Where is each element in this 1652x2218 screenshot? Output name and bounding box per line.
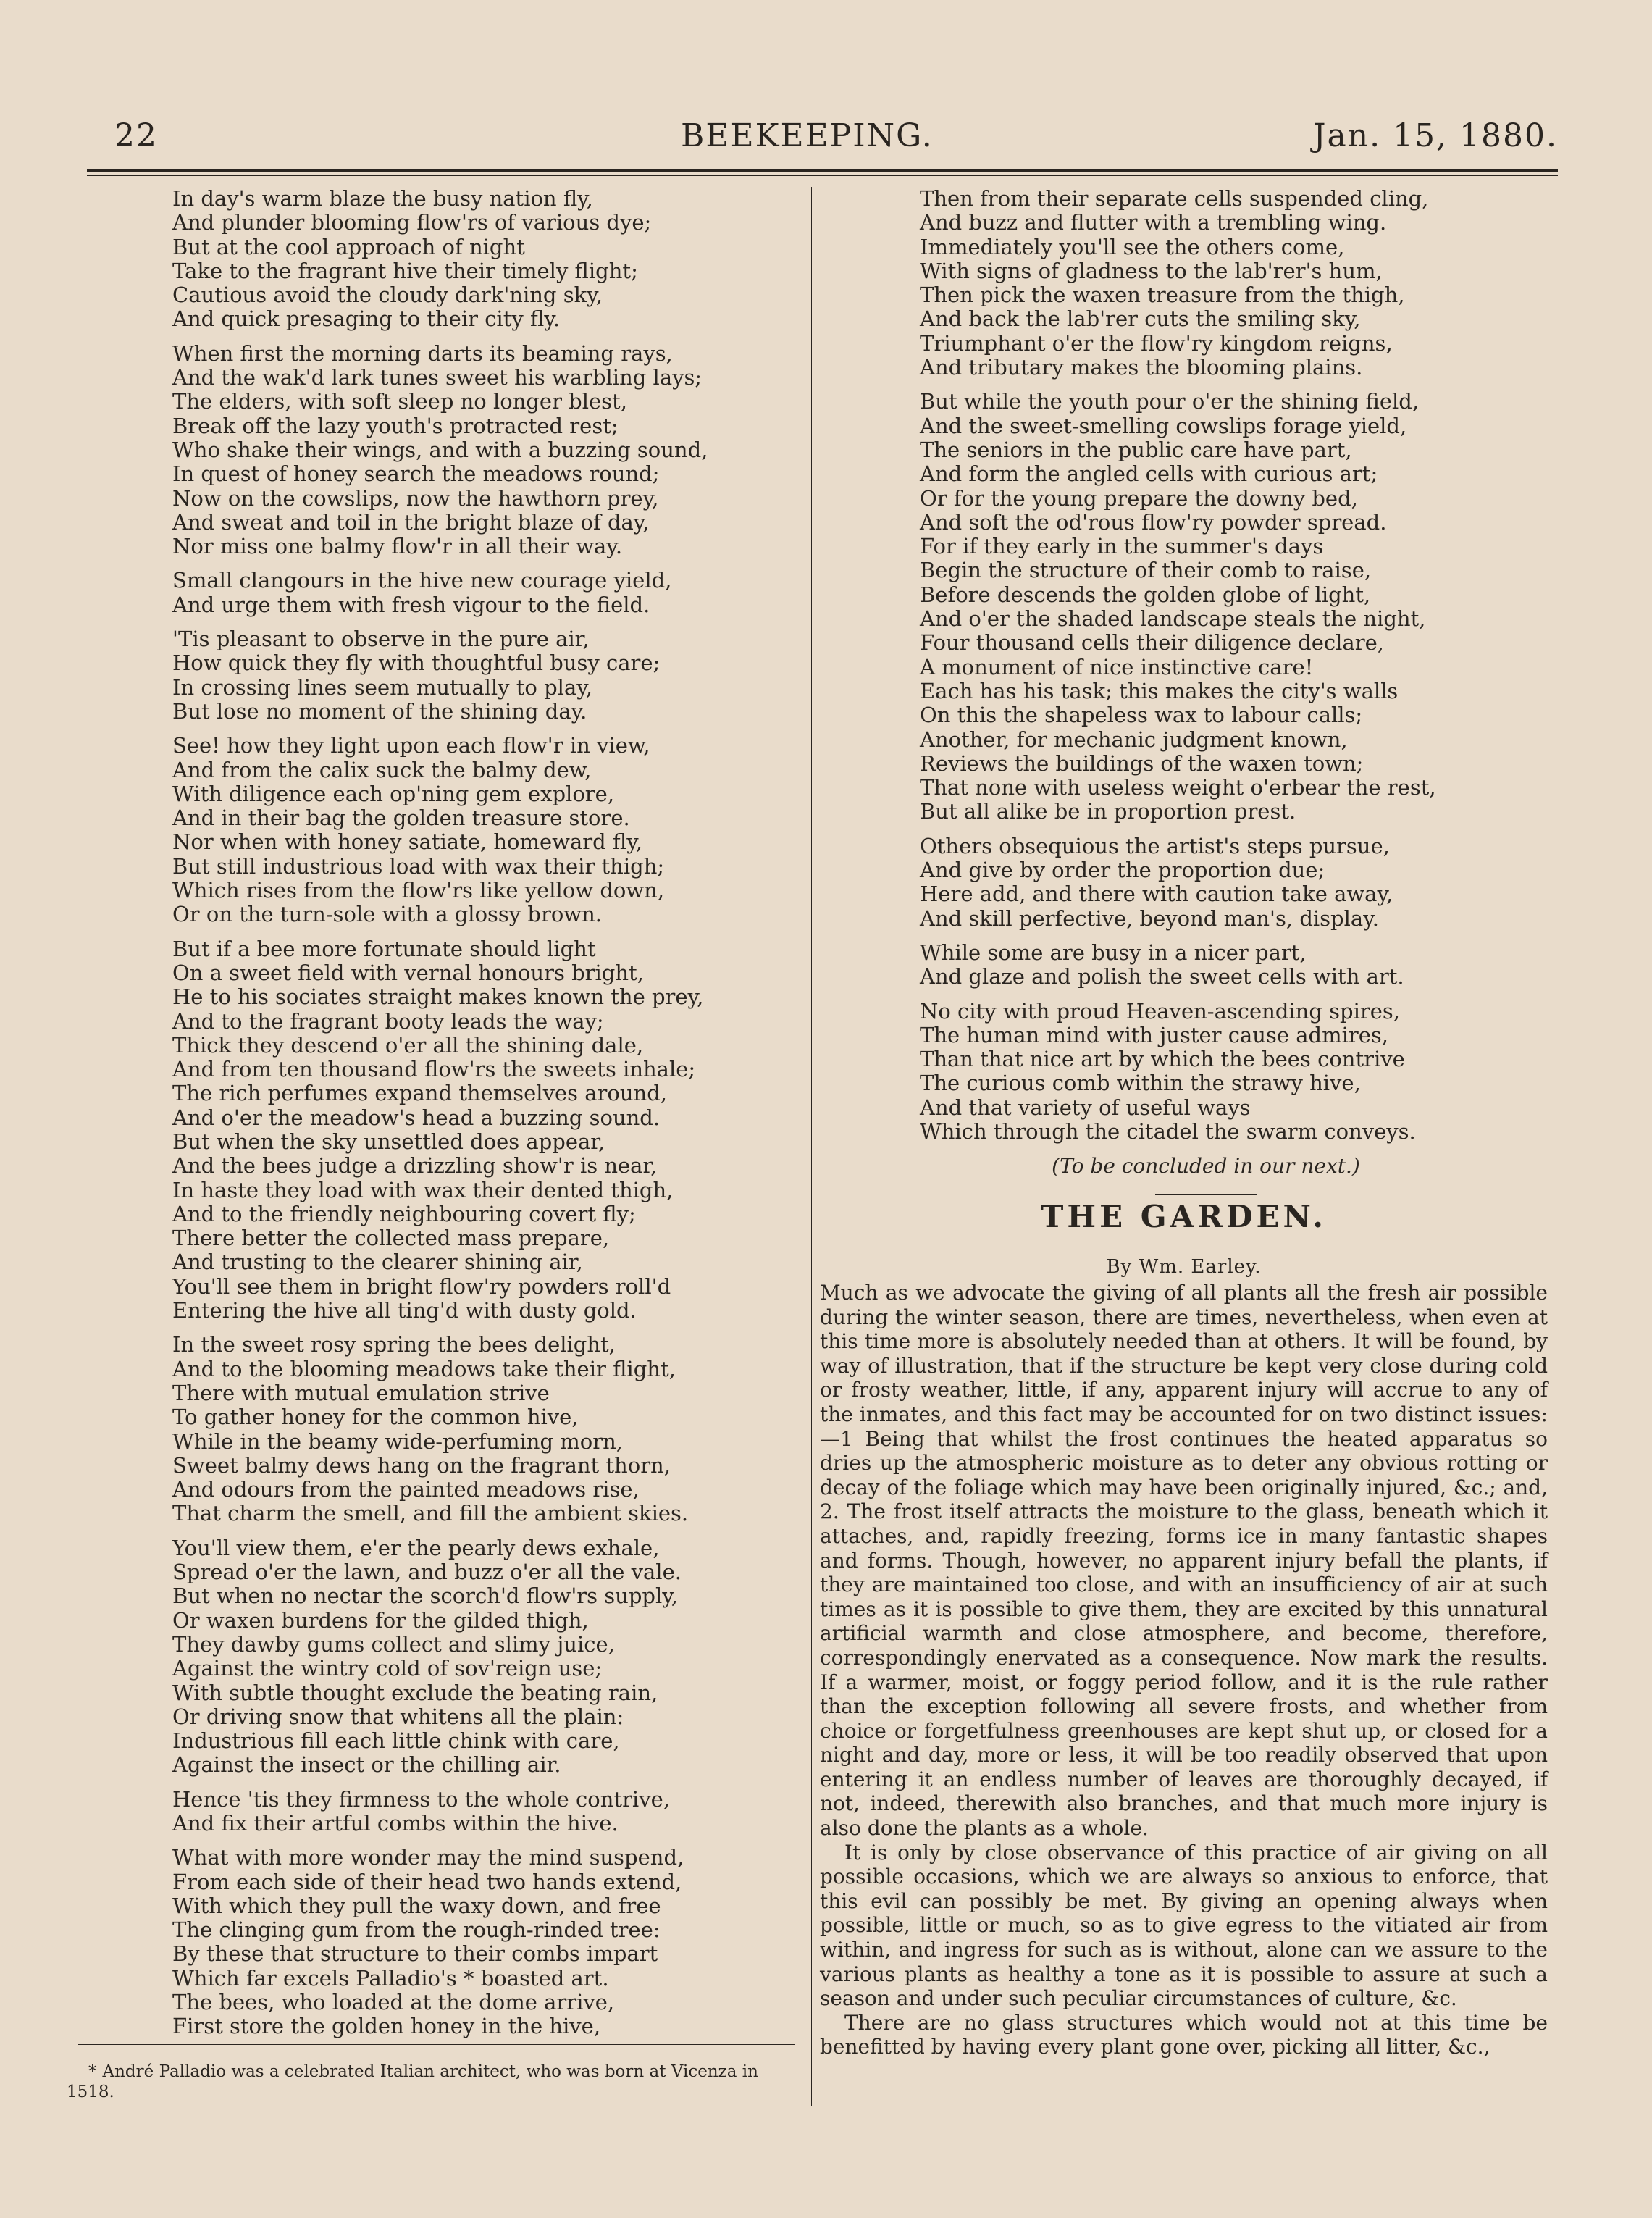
poem-line: On a sweet field with vernal honours bright, <box>172 960 644 985</box>
poem-line: Cautious avoid the cloudy dark'ning sky, <box>172 283 603 308</box>
poem-line: Then from their separate cells suspended cling, <box>920 186 1429 211</box>
poem-line: There with mutual emulation strive <box>172 1380 550 1405</box>
poem-line: He to his sociates straight makes known the prey, <box>172 984 704 1010</box>
poem-left-column <box>172 187 802 2049</box>
poem-line: Break off the lazy youth's protracted rest; <box>172 413 619 438</box>
poem-line: What with more wonder may the mind suspend, <box>172 1845 684 1870</box>
poem-line: The curious comb within the strawy hive, <box>920 1071 1361 1096</box>
garden-paragraph: There are no glass structures which would not at this time be benefitted by having every plant gone over, picking all litter, &c., <box>820 2010 1548 2059</box>
poem-line: Than that nice art by which the bees contrive <box>920 1047 1405 1072</box>
poem-stanza <box>920 941 1535 989</box>
poem-line: Or waxen burdens for the gilded thigh, <box>172 1607 589 1633</box>
poem-line: The human mind with juster cause admires, <box>920 1022 1388 1047</box>
poem-line: But still industrious load with wax their thigh; <box>172 853 665 879</box>
poem-line: A monument of nice instinctive care! <box>920 654 1314 679</box>
poem-line: When first the morning darts its beaming rays, <box>172 340 673 366</box>
poem-line: While in the beamy wide-perfuming morn, <box>172 1428 623 1454</box>
poem-stanza <box>172 187 802 332</box>
poem-line: In the sweet rosy spring the bees delight, <box>172 1332 616 1357</box>
poem-line: See! how they light upon each flow'r in view, <box>172 733 650 758</box>
poem-line: Take to the fragrant hive their timely flight; <box>172 258 638 283</box>
poem-line: The seniors in the public care have part, <box>920 437 1352 462</box>
poem-line: And the bees judge a drizzling show'r is near, <box>172 1153 658 1179</box>
poem-line: But if a bee more fortunate should light <box>172 936 596 961</box>
poem-line: Which rises from the flow'rs like yellow down, <box>172 878 665 903</box>
poem-line: And plunder blooming flow'rs of various dye; <box>172 210 652 235</box>
poem-line: And form the angled cells with curious art; <box>920 461 1378 487</box>
poem-line: Which far excels Palladio's * boasted art. <box>172 1965 609 1991</box>
poem-line: Hence 'tis they firmness to the whole contrive, <box>172 1786 670 1812</box>
poem-line: In day's warm blaze the busy nation fly, <box>172 186 593 211</box>
poem-line: Each has his task; this makes the city's walls <box>920 678 1399 703</box>
poem-line: To gather honey for the common hive, <box>172 1405 579 1430</box>
poem-line: Triumphant o'er the flow'ry kingdom reigns, <box>920 330 1393 356</box>
poem-stanza <box>172 342 802 559</box>
garden-title: THE GARDEN. <box>1041 1199 1327 1234</box>
poem-line: And trusting to the clearer shining air, <box>172 1250 583 1275</box>
poem-line: But lose no moment of the shining day. <box>172 698 587 724</box>
poem-line: But while the youth pour o'er the shining field, <box>920 389 1420 414</box>
poem-line: In quest of honey search the meadows round; <box>172 461 660 487</box>
poem-stanza <box>172 937 802 1323</box>
poem-line: You'll view them, e'er the pearly dews exhale, <box>172 1535 660 1560</box>
poem-line: With subtle thought exclude the beating rain, <box>172 1680 658 1705</box>
poem-line: With diligence each op'ning gem explore, <box>172 781 615 806</box>
poem-line: And to the blooming meadows take their flight, <box>172 1356 676 1381</box>
poem-line: And fix their artful combs within the hive. <box>172 1811 619 1836</box>
poem-stanza <box>172 734 802 926</box>
poem-line: Reviews the buildings of the waxen town; <box>920 750 1364 776</box>
garden-body <box>820 1281 1548 2059</box>
poem-line: The rich perfumes expand themselves around, <box>172 1081 667 1106</box>
poem-line: Now on the cowslips, now the hawthorn prey, <box>172 485 659 511</box>
poem-line: Which through the citadel the swarm conveys. <box>920 1118 1416 1144</box>
poem-line: Against the wintry cold of sov'reign use; <box>172 1656 603 1681</box>
poem-line: Begin the structure of their comb to raise, <box>920 558 1372 583</box>
poem-line: First store the golden honey in the hive, <box>172 2014 601 2039</box>
continued-note: (To be concluded in our next.) <box>1052 1154 1360 1179</box>
poem-line: And tributary makes the blooming plains. <box>920 355 1363 380</box>
poem-line: And the wak'd lark tunes sweet his warbling lays; <box>172 365 703 390</box>
issue-date: Jan. 15, 1880. <box>1312 117 1558 154</box>
poem-line: But at the cool approach of night <box>172 234 525 259</box>
poem-line: Immediately you'll see the others come, <box>920 234 1345 259</box>
poem-line: Thick they descend o'er all the shining dale, <box>172 1032 644 1058</box>
poem-line: And o'er the shaded landscape steals the night, <box>920 606 1426 632</box>
poem-line: Against the insect or the chilling air. <box>172 1752 561 1778</box>
poem-line: Others obsequious the artist's steps pursue, <box>920 833 1390 858</box>
poem-line: You'll see them in bright flow'ry powders roll'd <box>172 1273 671 1299</box>
footnote-rule <box>78 2044 795 2045</box>
garden-paragraph: It is only by close observance of this practice of air giving on all possible occasions, which we are always so anxious to enforce, that this evil can possibly be met. By giving an opening always when possible, little or much, so as to give egress to the vitiated air from within, and ingress for such as is without, alone can we assure to the various plants as healthy a tone as it is possible to assure at such a season and under such peculiar circumstances of culture, &c. <box>820 1840 1548 2011</box>
poem-line: From each side of their head two hands extend, <box>172 1869 682 1894</box>
poem-line: Small clangours in the hive new courage yield, <box>172 568 672 593</box>
poem-line: And back the lab'rer cuts the smiling sky, <box>920 306 1361 332</box>
poem-line: Here add, and there with caution take away, <box>920 882 1393 907</box>
poem-line: The elders, with soft sleep no longer blest, <box>172 389 627 414</box>
garden-article <box>820 1199 1548 2059</box>
poem-line: And the sweet-smelling cowslips forage yield, <box>920 413 1407 438</box>
poem-line: The bees, who loaded at the dome arrive, <box>172 1990 615 2015</box>
poem-line: And odours from the painted meadows rise, <box>172 1477 640 1502</box>
poem-stanza <box>172 1333 802 1526</box>
poem-line: Industrious fill each little chink with care, <box>172 1728 620 1754</box>
poem-line: In haste they load with wax their dented thigh, <box>172 1177 674 1202</box>
poem-line: And from the calix suck the balmy dew, <box>172 757 592 782</box>
poem-line: And buzz and flutter with a trembling wing. <box>920 210 1387 235</box>
poem-line: With signs of gladness to the lab'rer's hum, <box>920 258 1383 283</box>
poem-line: And soft the od'rous flow'ry powder spread. <box>920 509 1387 535</box>
poem-line: Then pick the waxen treasure from the thigh, <box>920 283 1405 308</box>
poem-line: No city with proud Heaven-ascending spires, <box>920 998 1400 1024</box>
poem-line: Before descends the golden globe of light, <box>920 582 1371 607</box>
poem-line: Who shake their wings, and with a buzzing sound, <box>172 437 708 462</box>
poem-stanza <box>172 569 802 617</box>
poem-right-stanzas <box>920 187 1535 1144</box>
poem-stanza <box>172 1788 802 1836</box>
poem-line: Four thousand cells their diligence declare, <box>920 630 1384 656</box>
footnote-mark: * <box>88 2062 97 2081</box>
poem-stanza <box>920 187 1535 380</box>
poem-line: 'Tis pleasant to observe in the pure air, <box>172 627 590 652</box>
poem-stanza <box>920 390 1535 824</box>
poem-line: And glaze and polish the sweet cells with art. <box>920 964 1404 989</box>
poem-line: And to the friendly neighbouring covert fly; <box>172 1201 636 1226</box>
poem-line: By these that structure to their combs impart <box>172 1941 658 1967</box>
poem-line: While some are busy in a nicer part, <box>920 939 1307 965</box>
poem-line: There better the collected mass prepare, <box>172 1226 610 1251</box>
poem-line: But when no nectar the scorch'd flow'rs supply, <box>172 1583 678 1609</box>
poem-line: Entering the hive all ting'd with dusty gold. <box>172 1298 637 1323</box>
poem-line: Nor miss one balmy flow'r in all their way. <box>172 534 623 559</box>
header-rule-thin <box>87 175 1558 176</box>
poem-line: How quick they fly with thoughtful busy care; <box>172 650 661 676</box>
footnote-text: André Palladio was a celebrated Italian architect, who was born at Vicenza in 1518. <box>67 2062 758 2101</box>
poem-line: Another, for mechanic judgment known, <box>920 727 1348 752</box>
poem-line: That none with useless weight o'erbear the rest, <box>920 775 1436 800</box>
poem-stanza <box>920 1000 1535 1144</box>
poem-line: Or driving snow that whitens all the plain: <box>172 1704 624 1729</box>
poem-line: And o'er the meadow's head a buzzing sound. <box>172 1105 661 1130</box>
poem-line: And skill perfective, beyond man's, display. <box>920 905 1379 931</box>
poem-stanza <box>172 627 802 724</box>
garden-byline: By Wm. Earley. <box>1106 1256 1262 1278</box>
header-rule-thick <box>87 169 1558 172</box>
poem-right-column <box>920 187 1535 1195</box>
poem-line: On this the shapeless wax to labour calls; <box>920 703 1363 728</box>
poem-line: And in their bag the golden treasure store. <box>172 805 630 831</box>
poem-line: Sweet balmy dews hang on the fragrant thorn, <box>172 1452 671 1478</box>
poem-line: For if they early in the summer's days <box>920 534 1324 559</box>
poem-stanza <box>172 1536 802 1778</box>
footnote <box>67 2062 809 2102</box>
poem-line: And sweat and toil in the bright blaze of day, <box>172 509 650 535</box>
poem-stanza <box>172 1846 802 2038</box>
poem-line: And quick presaging to their city fly. <box>172 306 561 332</box>
poem-line: They dawby gums collect and slimy juice, <box>172 1631 615 1657</box>
poem-line: But when the sky unsettled does appear, <box>172 1129 605 1154</box>
poem-line: But all alike be in proportion prest. <box>920 799 1296 824</box>
poem-line: That charm the smell, and fill the ambient skies. <box>172 1501 689 1526</box>
poem-line: Nor when with honey satiate, homeward fly, <box>172 829 642 855</box>
poem-line: Or for the young prepare the downy bed, <box>920 485 1358 511</box>
poem-line: With which they pull the waxy down, and free <box>172 1893 661 1918</box>
column-divider <box>811 187 812 2106</box>
poem-line: And urge them with fresh vigour to the field. <box>172 592 650 617</box>
poem-line: And that variety of useful ways <box>920 1095 1251 1120</box>
page-title: BEEKEEPING. <box>681 117 934 154</box>
poem-line: And from ten thousand flow'rs the sweets inhale; <box>172 1057 696 1082</box>
poem-line: Or on the turn-sole with a glossy brown. <box>172 902 603 927</box>
section-divider <box>1155 1194 1257 1195</box>
poem-line: The clinging gum from the rough-rinded tree: <box>172 1917 661 1943</box>
garden-paragraph: Much as we advocate the giving of all plants all the fresh air possible during the winter season, there are times, nevertheless, when even at this time more is absolutely needed than at others. It will be found, by way of illustration, that if the structure be kept very close during cold or frosty weather, little, if any, apparent injury will accrue to any of the inmates, and this fact may be accounted for on two distinct issues:—1 Being that whilst the frost continues the heated apparatus so dries up the atmospheric moisture as to deter any obvious rotting or decay of the foliage which may have been originally injured, &c.; and, 2. The frost itself attracts the moisture to the glass, beneath which it attaches, and, rapidly freezing, forms ice in many fantastic shapes and forms. Though, however, no apparent injury befall the plants, if they are maintained too close, and with an insufficiency of air at such times as it is possible to give them, they are excited by this unnatural artificial warmth and close atmosphere, and become, therefore, correspondingly enervated as a consequence. Now mark the results. If a warmer, moist, or foggy period follow, and it is the rule rather than the exception following all severe frosts, and whether from choice or forgetfulness greenhouses are kept shut up, or closed for a night and day, more or less, it will be too readily observed that upon entering it an endless number of leaves are thoroughly decayed, if not, indeed, therewith also branches, and that much more injury is also done the plants as a whole. <box>820 1281 1548 1841</box>
page-number: 22 <box>114 117 158 154</box>
poem-line: In crossing lines seem mutually to play, <box>172 674 592 700</box>
poem-stanza <box>920 834 1535 931</box>
page-header <box>87 117 1558 168</box>
poem-line: And give by order the proportion due; <box>920 858 1325 883</box>
poem-line: Spread o'er the lawn, and buzz o'er all the vale. <box>172 1560 682 1585</box>
poem-line: And to the fragrant booty leads the way; <box>172 1008 604 1034</box>
